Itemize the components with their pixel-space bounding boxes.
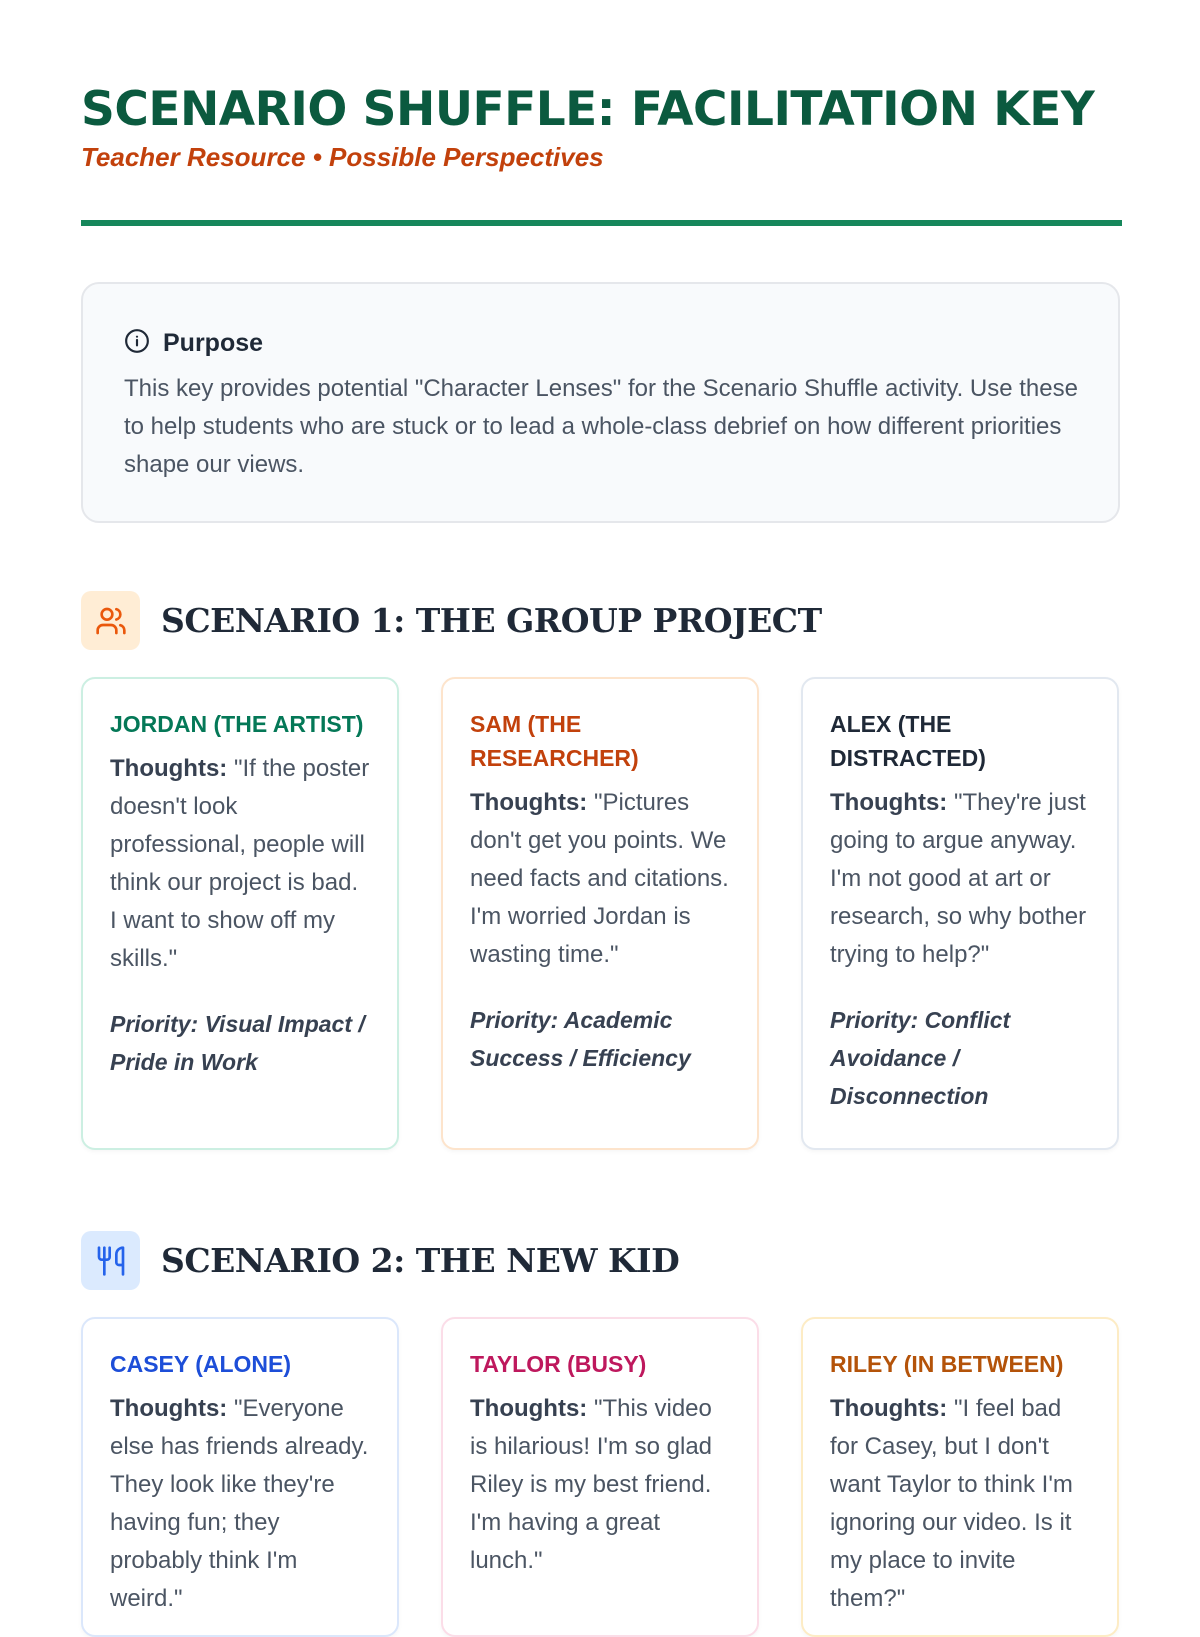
character-name: TAYLOR (BUSY) [470,1351,647,1377]
thoughts-label: Thoughts: [830,1395,948,1422]
thoughts-label: Thoughts: [110,1395,228,1422]
character-card-jordan [81,677,399,1150]
character-card-taylor [441,1317,759,1637]
character-priority: Priority: Academic Success / Efficiency [470,1007,691,1071]
thoughts-text: "Pictures don't get you points. We need facts and citations. I'm worried Jordan is wasting time." [470,789,729,968]
thoughts-text: "Everyone else has friends already. They look like they're having fun; they probably think I'm weird." [110,1395,369,1612]
page-header [81,78,1122,173]
thoughts-text: "This video is hilarious! I'm so glad Riley is my best friend. I'm having a great lunch." [470,1395,713,1574]
character-thoughts [110,750,371,978]
info-icon [124,328,150,359]
thoughts-text: "If the poster doesn't look professional, people will think our project is bad. I want to show off my skills." [110,755,370,972]
character-card-casey [81,1317,399,1637]
character-priority: Priority: Visual Impact / Pride in Work [110,1011,365,1075]
character-name: JORDAN (THE ARTIST) [110,711,364,737]
thoughts-text: "I feel bad for Casey, but I don't want Taylor to think I'm ignoring our video. Is it my place to invite them?" [830,1395,1073,1612]
character-name: SAM (THE RESEARCHER) [470,711,639,771]
thoughts-label: Thoughts: [470,1395,588,1422]
purpose-title: Purpose [163,329,264,357]
purpose-box [81,282,1120,523]
character-card-alex [801,677,1119,1150]
character-thoughts [830,1390,1091,1618]
thoughts-label: Thoughts: [830,789,948,816]
character-name: CASEY (ALONE) [110,1351,292,1377]
thoughts-label: Thoughts: [110,755,228,782]
purpose-text: This key provides potential "Character Lenses" for the Scenario Shuffle activity. Use these to help students who are stuck or to lead a whole-class debrief on how different priorities shape our views. [124,375,1078,478]
scenario-2-title: SCENARIO 2: THE NEW KID [161,1241,680,1280]
character-card-sam [441,677,759,1150]
character-thoughts [470,1390,731,1580]
scenario-1-title: SCENARIO 1: THE GROUP PROJECT [161,601,822,640]
character-name: ALEX (THE DISTRACTED) [830,711,986,771]
scenario-2-header [81,1231,679,1290]
header-divider [81,220,1122,226]
thoughts-text: "They're just going to argue anyway. I'm not good at art or research, so why bother trying to help?" [830,789,1087,968]
page-title: SCENARIO SHUFFLE: FACILITATION KEY [81,82,1095,137]
character-thoughts [830,784,1091,974]
character-card-riley [801,1317,1119,1637]
character-name: RILEY (IN BETWEEN) [830,1351,1064,1377]
character-priority: Priority: Conflict Avoidance / Disconnection [830,1007,1011,1109]
character-thoughts [470,784,731,974]
purpose-header [124,328,263,359]
character-thoughts [110,1390,371,1618]
page-subtitle: Teacher Resource • Possible Perspectives [81,142,604,172]
scenario-1-header [81,591,822,650]
thoughts-label: Thoughts: [470,789,588,816]
users-icon [81,591,140,650]
utensils-icon [81,1231,140,1290]
